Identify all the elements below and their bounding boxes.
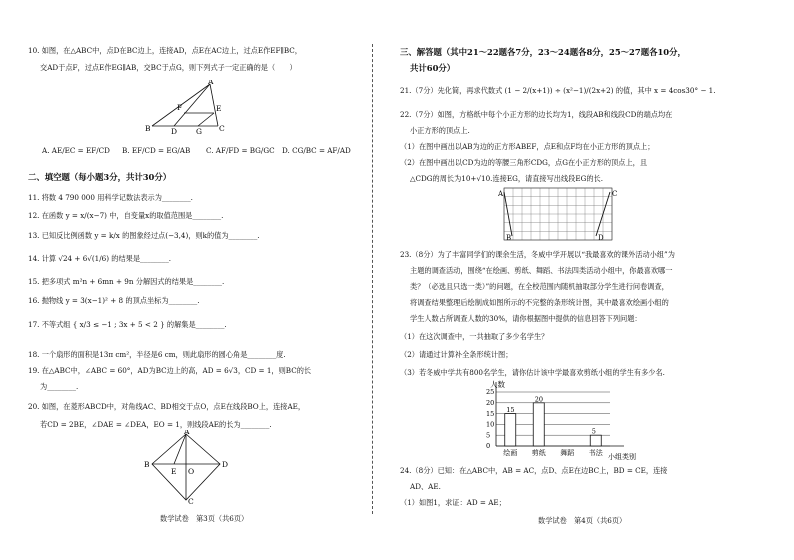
rhombus-label-e: E (171, 467, 177, 476)
fig-label-e: E (216, 104, 222, 113)
fig-label-d: D (171, 127, 178, 136)
q24-line1: 24.（8分）已知：在△ABC中，AB = AC，点D、点E在边BC上，BD = CE，连接 (400, 466, 668, 475)
chart-bar-0 (505, 414, 516, 446)
q23-bar-chart (460, 378, 660, 462)
q13: 13. 已知反比例函数 y = k/x 的图象经过点(−3,4)，则k的值为________. (28, 231, 260, 240)
chart-data-label-1: 20 (534, 395, 544, 404)
q23-part2: （2）请通过计算补全条形统计图； (400, 350, 513, 359)
q23-part1: （1）在这次调查中，一共抽取了多少名学生？ (400, 332, 549, 341)
q10-line2: 交AD于点F，过点E作EG∥AB，交BC于点G，则下列式子一定正确的是（ ） (40, 63, 297, 72)
chart-y-tick-label: 15 (486, 409, 495, 418)
fig-label-c: C (219, 124, 225, 133)
chart-category-label-2: 舞蹈 (560, 449, 575, 457)
rhombus-label-b: B (144, 460, 150, 469)
fig-label-g: G (196, 127, 202, 136)
fig-label-f: F (177, 103, 183, 112)
q10-option-a: A. AE/EC = EF/CD (42, 146, 110, 155)
chart-data-label-0: 15 (506, 406, 515, 415)
chart-y-axis-label: 人数 (490, 380, 505, 389)
q15: 15. 把多项式 m²n + 6mn + 9n 分解因式的结果是________. (28, 277, 225, 286)
chart-category-label-3: 书法 (588, 449, 603, 457)
section-3-heading-line1: 三、解答题（其中21～22题各7分，23～24题各8分，25～27题各10分， (400, 47, 686, 57)
q22-grid-figure (498, 186, 618, 242)
q14: 14. 计算 √24 + 6√(1/6) 的结果是________. (28, 254, 172, 263)
q16: 16. 抛物线 y = 3(x−1)² + 8 的顶点坐标为________. (28, 296, 200, 305)
q23-line3: 类？（必选且只选一类）”的问题，在全校范围内随机抽取部分学生进行问卷调查， (410, 282, 669, 291)
q23-line5: 学生人数占所调查人数的30%，请你根据图中提供的信息回答下列问题： (410, 314, 642, 323)
chart-y-tick-label: 0 (486, 442, 491, 451)
grid-label-c: C (612, 190, 618, 198)
q24-part1: （1）如图1，求证：AD = AE； (400, 498, 506, 507)
q18: 18. 一个扇形的面积是13π cm²，半径是6 cm，则此扇形的圆心角是________度. (28, 350, 286, 359)
rhombus-label-c: C (188, 497, 194, 504)
q22-part2b: △CDG的周长为10+√10.连接EG，请直接写出线段EG的长. (410, 174, 603, 183)
q23-line4: 将调查结果整理后绘制成如图所示的不完整的条形统计图，其中最喜欢绘画小组的 (410, 298, 669, 307)
chart-bar-1 (533, 403, 544, 446)
chart-category-label-1: 剪纸 (531, 449, 546, 457)
q22-part1: （1）在图中画出以AB为边的正方形ABEF，点E和点F均在小正方形的顶点上； (400, 142, 655, 151)
q17: 17. 不等式组 { x/3 ≤ −1 ; 3x + 5 < 2 } 的解集是________. (28, 320, 227, 329)
q10-triangle-figure (140, 80, 240, 138)
page-4-footer: 数学试卷 第4页（共6页） (538, 516, 627, 525)
page-3-footer: 数学试卷 第3页（共6页） (160, 514, 249, 523)
q10-line1: 10. 如图，在△ABC中，点D在BC边上，连接AD，点E在AC边上，过点E作EF∥BC， (28, 46, 302, 55)
chart-y-tick-label: 25 (486, 388, 495, 397)
q10-option-c: C. AF/FD = BG/GC (206, 146, 275, 155)
grid-label-d: D (598, 234, 604, 242)
q20-line2: 若CD = 2BE，∠DAE = ∠DEA，EO = 1，则线段AE的长为________. (40, 420, 272, 429)
page-3 (0, 0, 385, 560)
chart-y-tick-label: 5 (486, 431, 491, 440)
rhombus-label-o: O (188, 467, 195, 476)
q22-line1: 22.（7分）如图，方格纸中每个小正方形的边长均为1，线段AB和线段CD的端点均在 (400, 110, 673, 119)
q23-line2: 主题的调查活动，围绕“在绘画、剪纸、舞蹈、书法四类活动小组中，你最喜欢哪一 (410, 266, 673, 275)
page-4 (390, 0, 794, 560)
q12: 12. 在函数 y = x/(x−7) 中，自变量x的取值范围是________. (28, 211, 224, 220)
grid-label-a: A (498, 190, 504, 198)
section-2-heading: 二、填空题（每小题3分，共计30分） (28, 172, 172, 182)
chart-data-label-3: 5 (591, 427, 596, 436)
fig-label-b: B (145, 124, 151, 133)
chart-y-tick-label: 10 (486, 420, 495, 429)
fig-label-a: A (208, 80, 214, 86)
q22-part2a: （2）在图中画出以CD为边的等腰三角形CDG，点G在小正方形的顶点上，且 (400, 158, 648, 167)
q20-rhombus-figure (140, 430, 230, 504)
q19-line1: 19. 在△ABC中，∠ABC = 60°，AD为BC边上的高，AD = 6√3，CD = 1，则BC的长 (28, 366, 312, 375)
q23-part3: （3）若冬威中学共有800名学生，请你估计该中学最喜欢剪纸小组的学生有多少名. (400, 368, 665, 377)
q10-option-d: D. CG/BC = AF/AD (282, 146, 351, 155)
chart-bar-3 (590, 435, 601, 446)
chart-x-axis-label: 小组类别 (608, 453, 636, 461)
q11: 11. 将数 4 790 000 用科学记数法表示为________. (28, 193, 193, 202)
q22-line2: 小正方形的顶点上. (410, 126, 470, 135)
rhombus-label-d: D (222, 460, 229, 469)
rhombus-label-a: A (184, 430, 190, 436)
chart-y-tick-label: 20 (486, 399, 495, 407)
q19-line2: 为________. (40, 382, 79, 391)
section-3-heading-line2: 共计60分） (410, 63, 456, 73)
q21: 21.（7分）先化简，再求代数式 (1 − 2/(x+1)) ÷ (x²−1)/(2x+2) 的值，其中 x = 4cos30° − 1. (400, 86, 716, 95)
q20-line1: 20. 如图，在菱形ABCD中，对角线AC、BD相交于点O，点E在线段BO上，连接AE， (28, 402, 306, 411)
q10-option-b: B. EF/CD = EG/AB (122, 146, 191, 155)
q24-line2: AD、AE. (410, 482, 441, 491)
chart-category-label-0: 绘画 (503, 449, 518, 457)
grid-label-b: B (506, 234, 512, 242)
q23-line1: 23.（8分）为了丰富同学们的课余生活，冬威中学开展以“我最喜欢的课外活动小组”为 (400, 250, 675, 259)
